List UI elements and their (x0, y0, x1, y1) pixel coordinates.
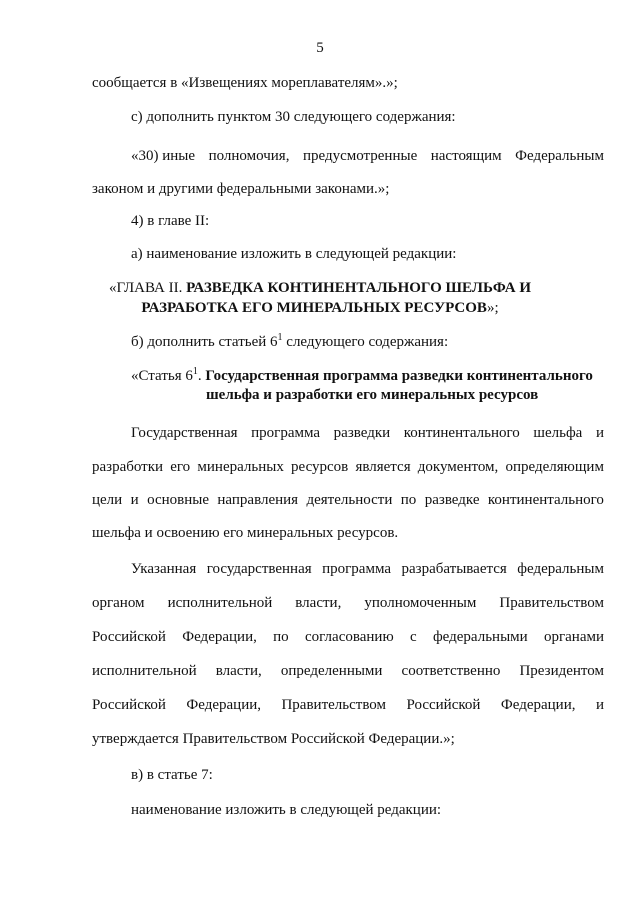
word: полномочия, (208, 148, 290, 164)
word: Федерации, (182, 629, 257, 645)
heading-suffix: »; (486, 300, 499, 316)
word: Федеральным (515, 148, 604, 164)
word: власти, (215, 663, 262, 679)
page-number: 5 (316, 40, 324, 56)
superscript: 1 (192, 366, 198, 377)
word: является (355, 459, 411, 475)
word: и (130, 492, 139, 508)
word: определяющим (505, 459, 604, 475)
text-line: наименование изложить в следующей редакции: (131, 802, 442, 818)
text-line: шельфа и освоению его минеральных ресурсов. (92, 525, 399, 541)
text-line: а) наименование изложить в следующей редакции: (131, 246, 457, 262)
text-fragment: б) дополнить статьей 6 (131, 334, 278, 350)
word: цели (92, 492, 123, 508)
word: разведке (424, 492, 480, 508)
justified-line (92, 628, 604, 646)
word: органом (92, 595, 145, 611)
word: и (595, 697, 604, 713)
word: по (400, 492, 417, 508)
text-fragment: . (197, 368, 206, 384)
word: Федерации, (186, 697, 261, 713)
word: деятельности (306, 492, 393, 508)
word: программа (322, 561, 392, 577)
word: Федерации, (500, 697, 576, 713)
word: исполнительной (92, 663, 197, 679)
word: государственная (206, 561, 312, 577)
word: определенными (280, 663, 383, 679)
text-line: с) дополнить пунктом 30 следующего содержания: (131, 109, 456, 125)
word: с (409, 629, 417, 645)
word: ресурсов (291, 459, 349, 475)
word: основные (147, 492, 209, 508)
word: шельфа (533, 425, 583, 441)
word: континентального (487, 492, 604, 508)
word: соответственно (401, 663, 501, 679)
word: Правительством (499, 595, 604, 611)
justified-line (131, 560, 604, 578)
text-line: в) в статье 7: (131, 767, 213, 783)
article-title-line-1: Государственная программа разведки континентального (205, 368, 593, 384)
word: Указанная (131, 561, 197, 577)
word: минеральных (197, 459, 284, 475)
justified-line (131, 424, 604, 442)
text-line (131, 333, 448, 351)
word: Правительством (281, 697, 387, 713)
word: федеральным (517, 561, 604, 577)
justified-line (92, 662, 604, 680)
word: предусмотренные (302, 148, 418, 164)
justified-line (92, 491, 604, 509)
word: Российской (92, 629, 166, 645)
justified-line (131, 147, 604, 165)
word: исполнительной (167, 595, 273, 611)
word: континентального (403, 425, 520, 441)
word: Государственная (131, 425, 238, 441)
word: разработки (92, 459, 164, 475)
article-prefix: «Статья 6 (131, 368, 193, 384)
heading-title-line-1: РАЗВЕДКА КОНТИНЕНТАЛЬНОГО ШЕЛЬФА И (186, 280, 532, 296)
word: согласованию (305, 629, 394, 645)
word: настоящим (430, 148, 502, 164)
word: программа (251, 425, 321, 441)
word: разрабатывается (401, 561, 507, 577)
word: разведки (333, 425, 391, 441)
word: уполномоченным (364, 595, 477, 611)
word: по (273, 629, 289, 645)
word: «30) иные (131, 148, 196, 164)
word: власти, (295, 595, 342, 611)
word: Президентом (519, 663, 604, 679)
word: федеральными (432, 629, 528, 645)
text-line: 4) в главе II: (131, 213, 210, 229)
word: органами (543, 629, 604, 645)
chapter-heading (0, 278, 640, 318)
justified-line (92, 458, 604, 476)
justified-line (92, 696, 604, 714)
text-line: утверждается Правительством Российской Федерации.»; (92, 731, 455, 747)
word: документом, (417, 459, 499, 475)
article-title-line-2: шельфа и разработки его минеральных ресурсов (206, 387, 539, 403)
word: его (170, 459, 191, 475)
word: Российской (406, 697, 481, 713)
heading-prefix: «ГЛАВА II. (108, 280, 187, 296)
superscript: 1 (277, 332, 283, 343)
heading-title-line-2: РАЗРАБОТКА ЕГО МИНЕРАЛЬНЫХ РЕСУРСОВ (141, 300, 487, 316)
text-fragment: следующего содержания: (282, 334, 449, 350)
word: Российской (92, 697, 166, 713)
article-heading (131, 367, 593, 385)
word: и (595, 425, 604, 441)
word: направления (217, 492, 299, 508)
justified-line (92, 594, 604, 612)
text-line: законом и другими федеральными законами.»; (92, 181, 390, 197)
text-line: сообщается в «Извещениях мореплавателям».»; (92, 75, 398, 91)
